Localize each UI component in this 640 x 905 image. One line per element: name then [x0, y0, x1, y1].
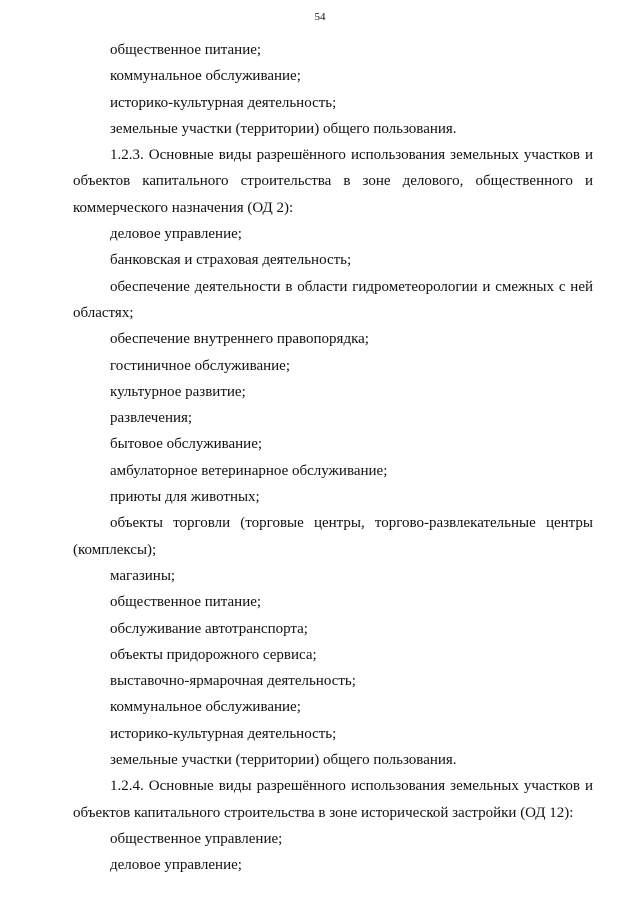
list-item: коммунальное обслуживание;: [110, 68, 301, 85]
page-content: [73, 37, 593, 879]
list-item: выставочно-ярмарочная деятельность;: [110, 673, 356, 690]
list-item: банковская и страховая деятельность;: [110, 252, 352, 269]
list-item-line: (комплексы);: [73, 541, 157, 558]
list-item: обслуживание автотранспорта;: [110, 620, 308, 637]
list-item: деловое управление;: [110, 857, 242, 874]
list-item: историко-культурная деятельность;: [110, 725, 337, 742]
list-item: деловое управление;: [110, 226, 242, 243]
section-heading-line: 1.2.4. Основные виды разрешённого использования земельных участков и: [110, 778, 593, 795]
list-item-line: областях;: [73, 304, 134, 321]
list-item: развлечения;: [110, 410, 193, 427]
section-heading-line: объектов капитального строительства в зоне исторической застройки (ОД 12):: [73, 804, 574, 821]
list-item: бытовое обслуживание;: [110, 436, 263, 453]
section-heading-line: 1.2.3. Основные виды разрешённого использования земельных участков и: [110, 147, 593, 164]
list-item: амбулаторное ветеринарное обслуживание;: [110, 462, 388, 479]
list-item: историко-культурная деятельность;: [110, 94, 337, 111]
list-item: магазины;: [110, 567, 176, 584]
section-heading-line: объектов капитального строительства в зоне делового, общественного и: [73, 173, 593, 190]
list-item: земельные участки (территории) общего пользования.: [110, 120, 457, 137]
list-item-line: объекты торговли (торговые центры, торгово-развлекательные центры: [110, 515, 593, 532]
list-item: общественное питание;: [110, 594, 262, 611]
list-item-line: обеспечение деятельности в области гидрометеорологии и смежных с ней: [110, 278, 593, 295]
list-item: гостиничное обслуживание;: [110, 357, 290, 374]
list-item: общественное управление;: [110, 830, 283, 847]
page-number: 54: [314, 11, 326, 23]
list-item: общественное питание;: [110, 42, 262, 58]
list-item: земельные участки (территории) общего пользования.: [110, 752, 457, 769]
list-item: коммунальное обслуживание;: [110, 699, 301, 716]
list-item: обеспечение внутреннего правопорядка;: [110, 331, 369, 348]
list-item: культурное развитие;: [110, 383, 246, 400]
list-item: объекты придорожного сервиса;: [110, 646, 317, 663]
section-heading-line: коммерческого назначения (ОД 2):: [73, 199, 294, 216]
list-item: приюты для животных;: [110, 489, 260, 506]
